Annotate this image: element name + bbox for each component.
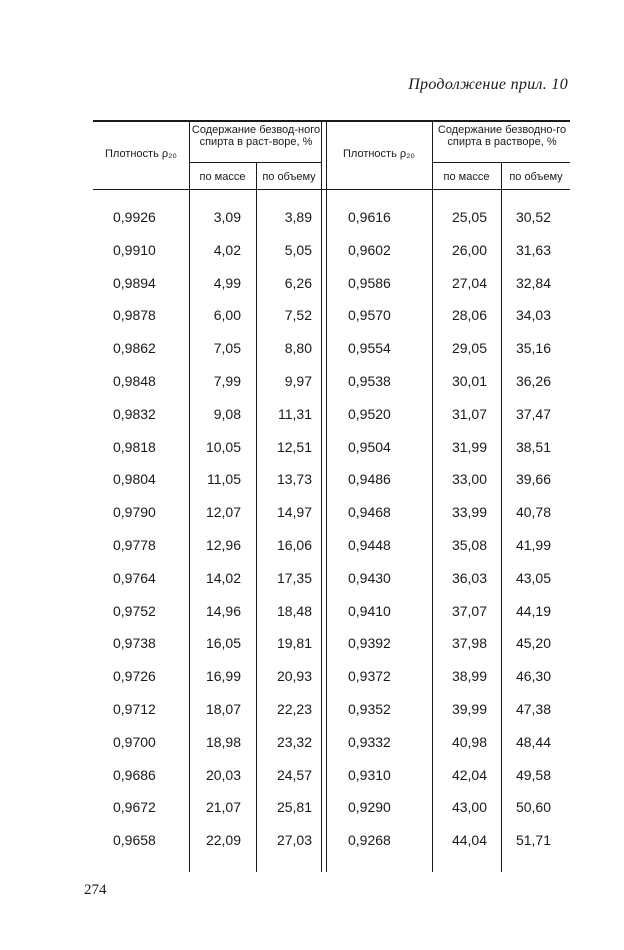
volume-percent-cell: 47,38 — [515, 700, 551, 717]
table-row — [93, 206, 570, 239]
volume-percent-cell: 46,30 — [515, 668, 551, 685]
volume-percent-cell: 14,97 — [276, 504, 312, 521]
table-row — [93, 632, 570, 665]
density-cell: 0,9764 — [113, 569, 156, 586]
mass-percent-cell: 20,03 — [205, 766, 241, 783]
mass-percent-cell: 14,02 — [205, 569, 241, 586]
mass-percent-cell: 27,04 — [451, 274, 487, 291]
mass-percent-cell: 12,96 — [205, 536, 241, 553]
header-density-left: Плотность ρ₂₀ — [105, 148, 177, 160]
table-top-rule — [93, 120, 570, 122]
density-cell: 0,9926 — [113, 209, 156, 225]
mass-percent-cell: 4,99 — [213, 274, 241, 291]
density-cell: 0,9538 — [348, 372, 391, 389]
mass-percent-cell: 7,05 — [213, 340, 241, 357]
density-cell: 0,9448 — [348, 536, 391, 553]
mass-percent-cell: 9,08 — [213, 405, 241, 422]
volume-percent-cell: 35,16 — [515, 340, 551, 357]
table-row — [93, 600, 570, 633]
table-row — [93, 239, 570, 272]
table-row — [93, 731, 570, 764]
mass-percent-cell: 33,99 — [451, 504, 487, 521]
volume-percent-cell: 48,44 — [515, 733, 551, 750]
table-row — [93, 370, 570, 403]
volume-percent-cell: 30,52 — [515, 209, 551, 225]
density-cell: 0,9752 — [113, 602, 156, 619]
volume-percent-cell: 40,78 — [515, 504, 551, 521]
header-by-volume-right: по объему — [509, 171, 563, 183]
table-row — [93, 698, 570, 731]
header-bottom-rule — [93, 189, 570, 190]
page-number: 274 — [84, 882, 107, 898]
density-cell: 0,9410 — [348, 602, 391, 619]
volume-percent-cell: 22,23 — [276, 700, 312, 717]
density-cell: 0,9700 — [113, 733, 156, 750]
density-cell: 0,9372 — [348, 668, 391, 685]
density-cell: 0,9504 — [348, 438, 391, 455]
density-table — [93, 118, 570, 873]
volume-percent-cell: 16,06 — [276, 536, 312, 553]
density-cell: 0,9486 — [348, 471, 391, 488]
header-content-group-right: Содержание безводно-го спирта в растворе, % — [437, 124, 567, 148]
volume-percent-cell: 13,73 — [276, 471, 312, 488]
density-cell: 0,9818 — [113, 438, 156, 455]
density-cell: 0,9910 — [113, 241, 156, 258]
volume-percent-cell: 31,63 — [515, 241, 551, 258]
volume-percent-cell: 27,03 — [276, 832, 312, 849]
header-by-mass-right: по массе — [443, 171, 490, 183]
volume-percent-cell: 50,60 — [515, 799, 551, 816]
table-row — [93, 796, 570, 829]
mass-percent-cell: 29,05 — [451, 340, 487, 357]
volume-percent-cell: 9,97 — [284, 372, 312, 389]
density-cell: 0,9586 — [348, 274, 391, 291]
volume-percent-cell: 6,26 — [284, 274, 312, 291]
mass-percent-cell: 42,04 — [451, 766, 487, 783]
table-row — [93, 468, 570, 501]
density-cell: 0,9332 — [348, 733, 391, 750]
mass-percent-cell: 38,99 — [451, 668, 487, 685]
mass-percent-cell: 39,99 — [451, 700, 487, 717]
mass-percent-cell: 31,07 — [451, 405, 487, 422]
table-row — [93, 436, 570, 469]
density-cell: 0,9468 — [348, 504, 391, 521]
volume-percent-cell: 36,26 — [515, 372, 551, 389]
density-cell: 0,9894 — [113, 274, 156, 291]
mass-percent-cell: 21,07 — [205, 799, 241, 816]
density-cell: 0,9352 — [348, 700, 391, 717]
mass-percent-cell: 28,06 — [451, 307, 487, 324]
density-cell: 0,9832 — [113, 405, 156, 422]
density-cell: 0,9520 — [348, 405, 391, 422]
density-cell: 0,9392 — [348, 635, 391, 652]
volume-percent-cell: 8,80 — [284, 340, 312, 357]
volume-percent-cell: 49,58 — [515, 766, 551, 783]
density-cell: 0,9290 — [348, 799, 391, 816]
volume-percent-cell: 7,52 — [284, 307, 312, 324]
mass-percent-cell: 33,00 — [451, 471, 487, 488]
table-row — [93, 665, 570, 698]
volume-percent-cell: 45,20 — [515, 635, 551, 652]
volume-percent-cell: 5,05 — [284, 241, 312, 258]
volume-percent-cell: 32,84 — [515, 274, 551, 291]
density-cell: 0,9726 — [113, 668, 156, 685]
volume-percent-cell: 12,51 — [276, 438, 312, 455]
mass-percent-cell: 40,98 — [451, 733, 487, 750]
table-row — [93, 337, 570, 370]
volume-percent-cell: 23,32 — [276, 733, 312, 750]
header-by-volume-left: по объему — [262, 171, 316, 183]
mass-percent-cell: 37,07 — [451, 602, 487, 619]
table-row — [93, 534, 570, 567]
volume-percent-cell: 24,57 — [276, 766, 312, 783]
mass-percent-cell: 31,99 — [451, 438, 487, 455]
table-row — [93, 567, 570, 600]
mass-percent-cell: 18,98 — [205, 733, 241, 750]
volume-percent-cell: 18,48 — [276, 602, 312, 619]
density-cell: 0,9616 — [348, 209, 391, 225]
mass-percent-cell: 43,00 — [451, 799, 487, 816]
mass-percent-cell: 7,99 — [213, 372, 241, 389]
mass-percent-cell: 11,05 — [207, 471, 241, 488]
mass-percent-cell: 16,05 — [205, 635, 241, 652]
table-row — [93, 272, 570, 305]
density-cell: 0,9778 — [113, 536, 156, 553]
density-cell: 0,9804 — [113, 471, 156, 488]
mass-percent-cell: 3,09 — [213, 209, 241, 225]
volume-percent-cell: 20,93 — [276, 668, 312, 685]
mass-percent-cell: 44,04 — [451, 832, 487, 849]
volume-percent-cell: 11,31 — [278, 405, 312, 422]
table-row — [93, 403, 570, 436]
mass-percent-cell: 30,01 — [451, 372, 487, 389]
mass-percent-cell: 36,03 — [451, 569, 487, 586]
table-row — [93, 829, 570, 862]
volume-percent-cell: 38,51 — [515, 438, 551, 455]
mass-percent-cell: 14,96 — [205, 602, 241, 619]
mass-percent-cell: 10,05 — [205, 438, 241, 455]
volume-percent-cell: 34,03 — [515, 307, 551, 324]
table-row — [93, 501, 570, 534]
density-cell: 0,9602 — [348, 241, 391, 258]
volume-percent-cell: 19,81 — [276, 635, 312, 652]
density-cell: 0,9686 — [113, 766, 156, 783]
table-body — [93, 206, 570, 862]
mass-percent-cell: 12,07 — [205, 504, 241, 521]
header-by-mass-left: по массе — [199, 171, 246, 183]
volume-percent-cell: 37,47 — [515, 405, 551, 422]
density-cell: 0,9738 — [113, 635, 156, 652]
header-density-right: Плотность ρ₂₀ — [343, 148, 415, 160]
volume-percent-cell: 41,99 — [515, 536, 551, 553]
density-cell: 0,9790 — [113, 504, 156, 521]
density-cell: 0,9310 — [348, 766, 391, 783]
table-row — [93, 304, 570, 337]
mass-percent-cell: 16,99 — [205, 668, 241, 685]
density-cell: 0,9554 — [348, 340, 391, 357]
volume-percent-cell: 51,71 — [515, 832, 551, 849]
mass-percent-cell: 18,07 — [205, 700, 241, 717]
volume-percent-cell: 3,89 — [284, 209, 312, 225]
volume-percent-cell: 43,05 — [515, 569, 551, 586]
volume-percent-cell: 44,19 — [515, 602, 551, 619]
header-content-group-left: Содержание безвод-ного спирта в раст-воре, % — [191, 124, 321, 148]
volume-percent-cell: 25,81 — [276, 799, 312, 816]
running-head: Продолжение прил. 10 — [408, 76, 568, 93]
mass-percent-cell: 22,09 — [205, 832, 241, 849]
density-cell: 0,9570 — [348, 307, 391, 324]
density-cell: 0,9712 — [113, 700, 156, 717]
density-cell: 0,9862 — [113, 340, 156, 357]
density-cell: 0,9430 — [348, 569, 391, 586]
density-cell: 0,9878 — [113, 307, 156, 324]
mass-percent-cell: 37,98 — [451, 635, 487, 652]
mass-percent-cell: 25,05 — [451, 209, 487, 225]
density-cell: 0,9658 — [113, 832, 156, 849]
mass-percent-cell: 26,00 — [451, 241, 487, 258]
mass-percent-cell: 6,00 — [213, 307, 241, 324]
density-cell: 0,9848 — [113, 372, 156, 389]
mass-percent-cell: 35,08 — [451, 536, 487, 553]
table-row — [93, 764, 570, 797]
volume-percent-cell: 39,66 — [515, 471, 551, 488]
density-cell: 0,9268 — [348, 832, 391, 849]
mass-percent-cell: 4,02 — [213, 241, 241, 258]
volume-percent-cell: 17,35 — [276, 569, 312, 586]
density-cell: 0,9672 — [113, 799, 156, 816]
